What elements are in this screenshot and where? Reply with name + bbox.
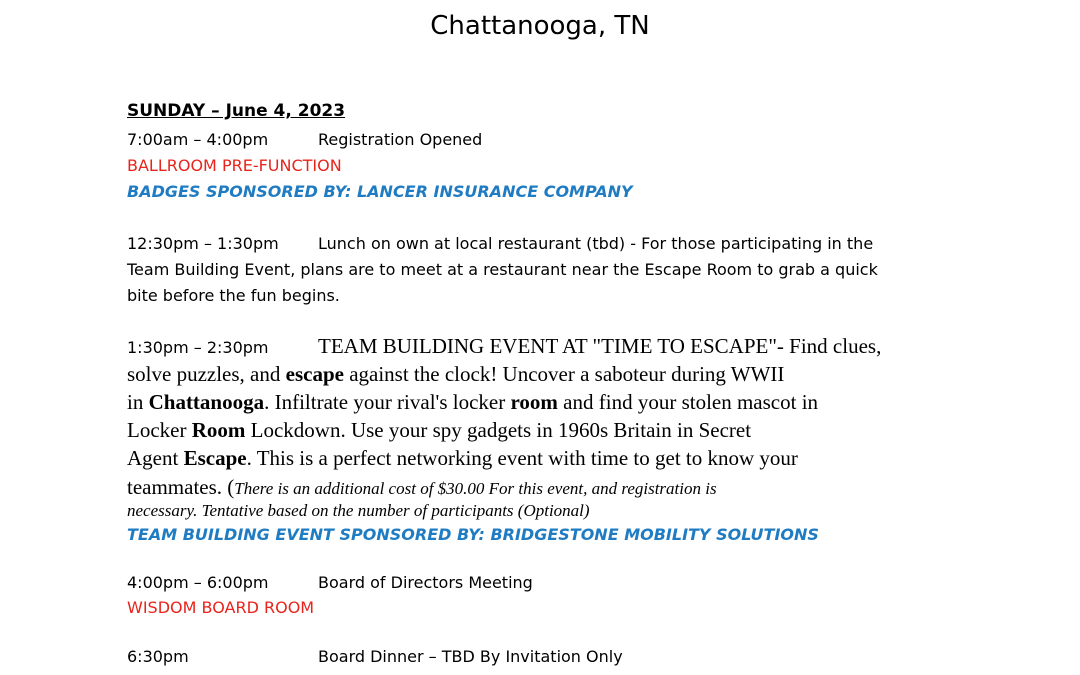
lunch-line-2: Team Building Event, plans are to meet at a restaurant near the Escape Room to grab a quick [127,260,878,279]
team-event-bold: Room [191,418,246,442]
lunch-line-3: bite before the fun begins. [127,286,340,305]
registration-title: Registration Opened [318,130,483,149]
city-heading: Chattanooga, TN [430,11,650,41]
team-event-note-line-2: necessary. Tentative based on the number of participants (Optional) [127,501,590,520]
lunch-time: 12:30pm – 1:30pm [127,234,279,253]
team-event-sponsor: TEAM BUILDING EVENT SPONSORED BY: BRIDGESTONE MOBILITY SOLUTIONS [127,525,819,544]
team-event-line-1 [127,332,937,362]
team-event-time: 1:30pm – 2:30pm [127,338,269,357]
board-dinner-title: Board Dinner – TBD By Invitation Only [318,647,623,666]
team-event-text: Lockdown. Use your spy gadgets in 1960s Britain in Secret [245,418,752,442]
registration-location: BALLROOM PRE-FUNCTION [127,156,342,175]
board-meeting-title: Board of Directors Meeting [318,573,533,592]
team-event-bold: room [510,390,558,414]
team-event-text: teammates. ( [127,475,235,499]
team-event-line-2 [127,360,937,388]
team-event-text: . This is a perfect networking event with time to get to know your [246,446,798,470]
team-event-text: Locker [127,418,192,442]
team-event-text: in [127,390,149,414]
lunch-row [127,233,873,255]
lunch-line-1: Lunch on own at local restaurant (tbd) - For those participating in the [318,234,874,253]
registration-time: 7:00am – 4:00pm [127,130,269,149]
board-meeting-location: WISDOM BOARD ROOM [127,598,315,617]
team-event-line-4 [127,416,937,444]
team-event-bold: escape [285,362,344,386]
team-event-note: There is an additional cost of $30.00 For this event, and registration is [234,479,717,498]
team-event-text: . Infiltrate your rival's locker [264,390,511,414]
team-event-line-6 [127,473,937,503]
team-event-bold: Escape [183,446,247,470]
team-event-text: against the clock! Uncover a saboteur during WWII [343,362,785,386]
day-heading: SUNDAY – June 4, 2023 [127,101,346,121]
team-event-title: TEAM BUILDING EVENT AT "TIME TO ESCAPE"- Find clues, [318,334,882,358]
board-meeting-time: 4:00pm – 6:00pm [127,573,269,592]
registration-row [127,129,482,151]
team-event-text: Agent [127,446,184,470]
team-event-text: solve puzzles, and [127,362,286,386]
team-event-text: and find your stolen mascot in [557,390,819,414]
team-event-line-3 [127,388,937,416]
board-meeting-row [127,572,533,594]
registration-sponsor: BADGES SPONSORED BY: LANCER INSURANCE COMPANY [127,182,633,201]
board-dinner-row [127,646,623,668]
board-dinner-time: 6:30pm [127,647,189,666]
team-event-line-5 [127,444,937,472]
venue-title-cropped [0,0,1080,4]
team-event-bold: Chattanooga [148,390,265,414]
